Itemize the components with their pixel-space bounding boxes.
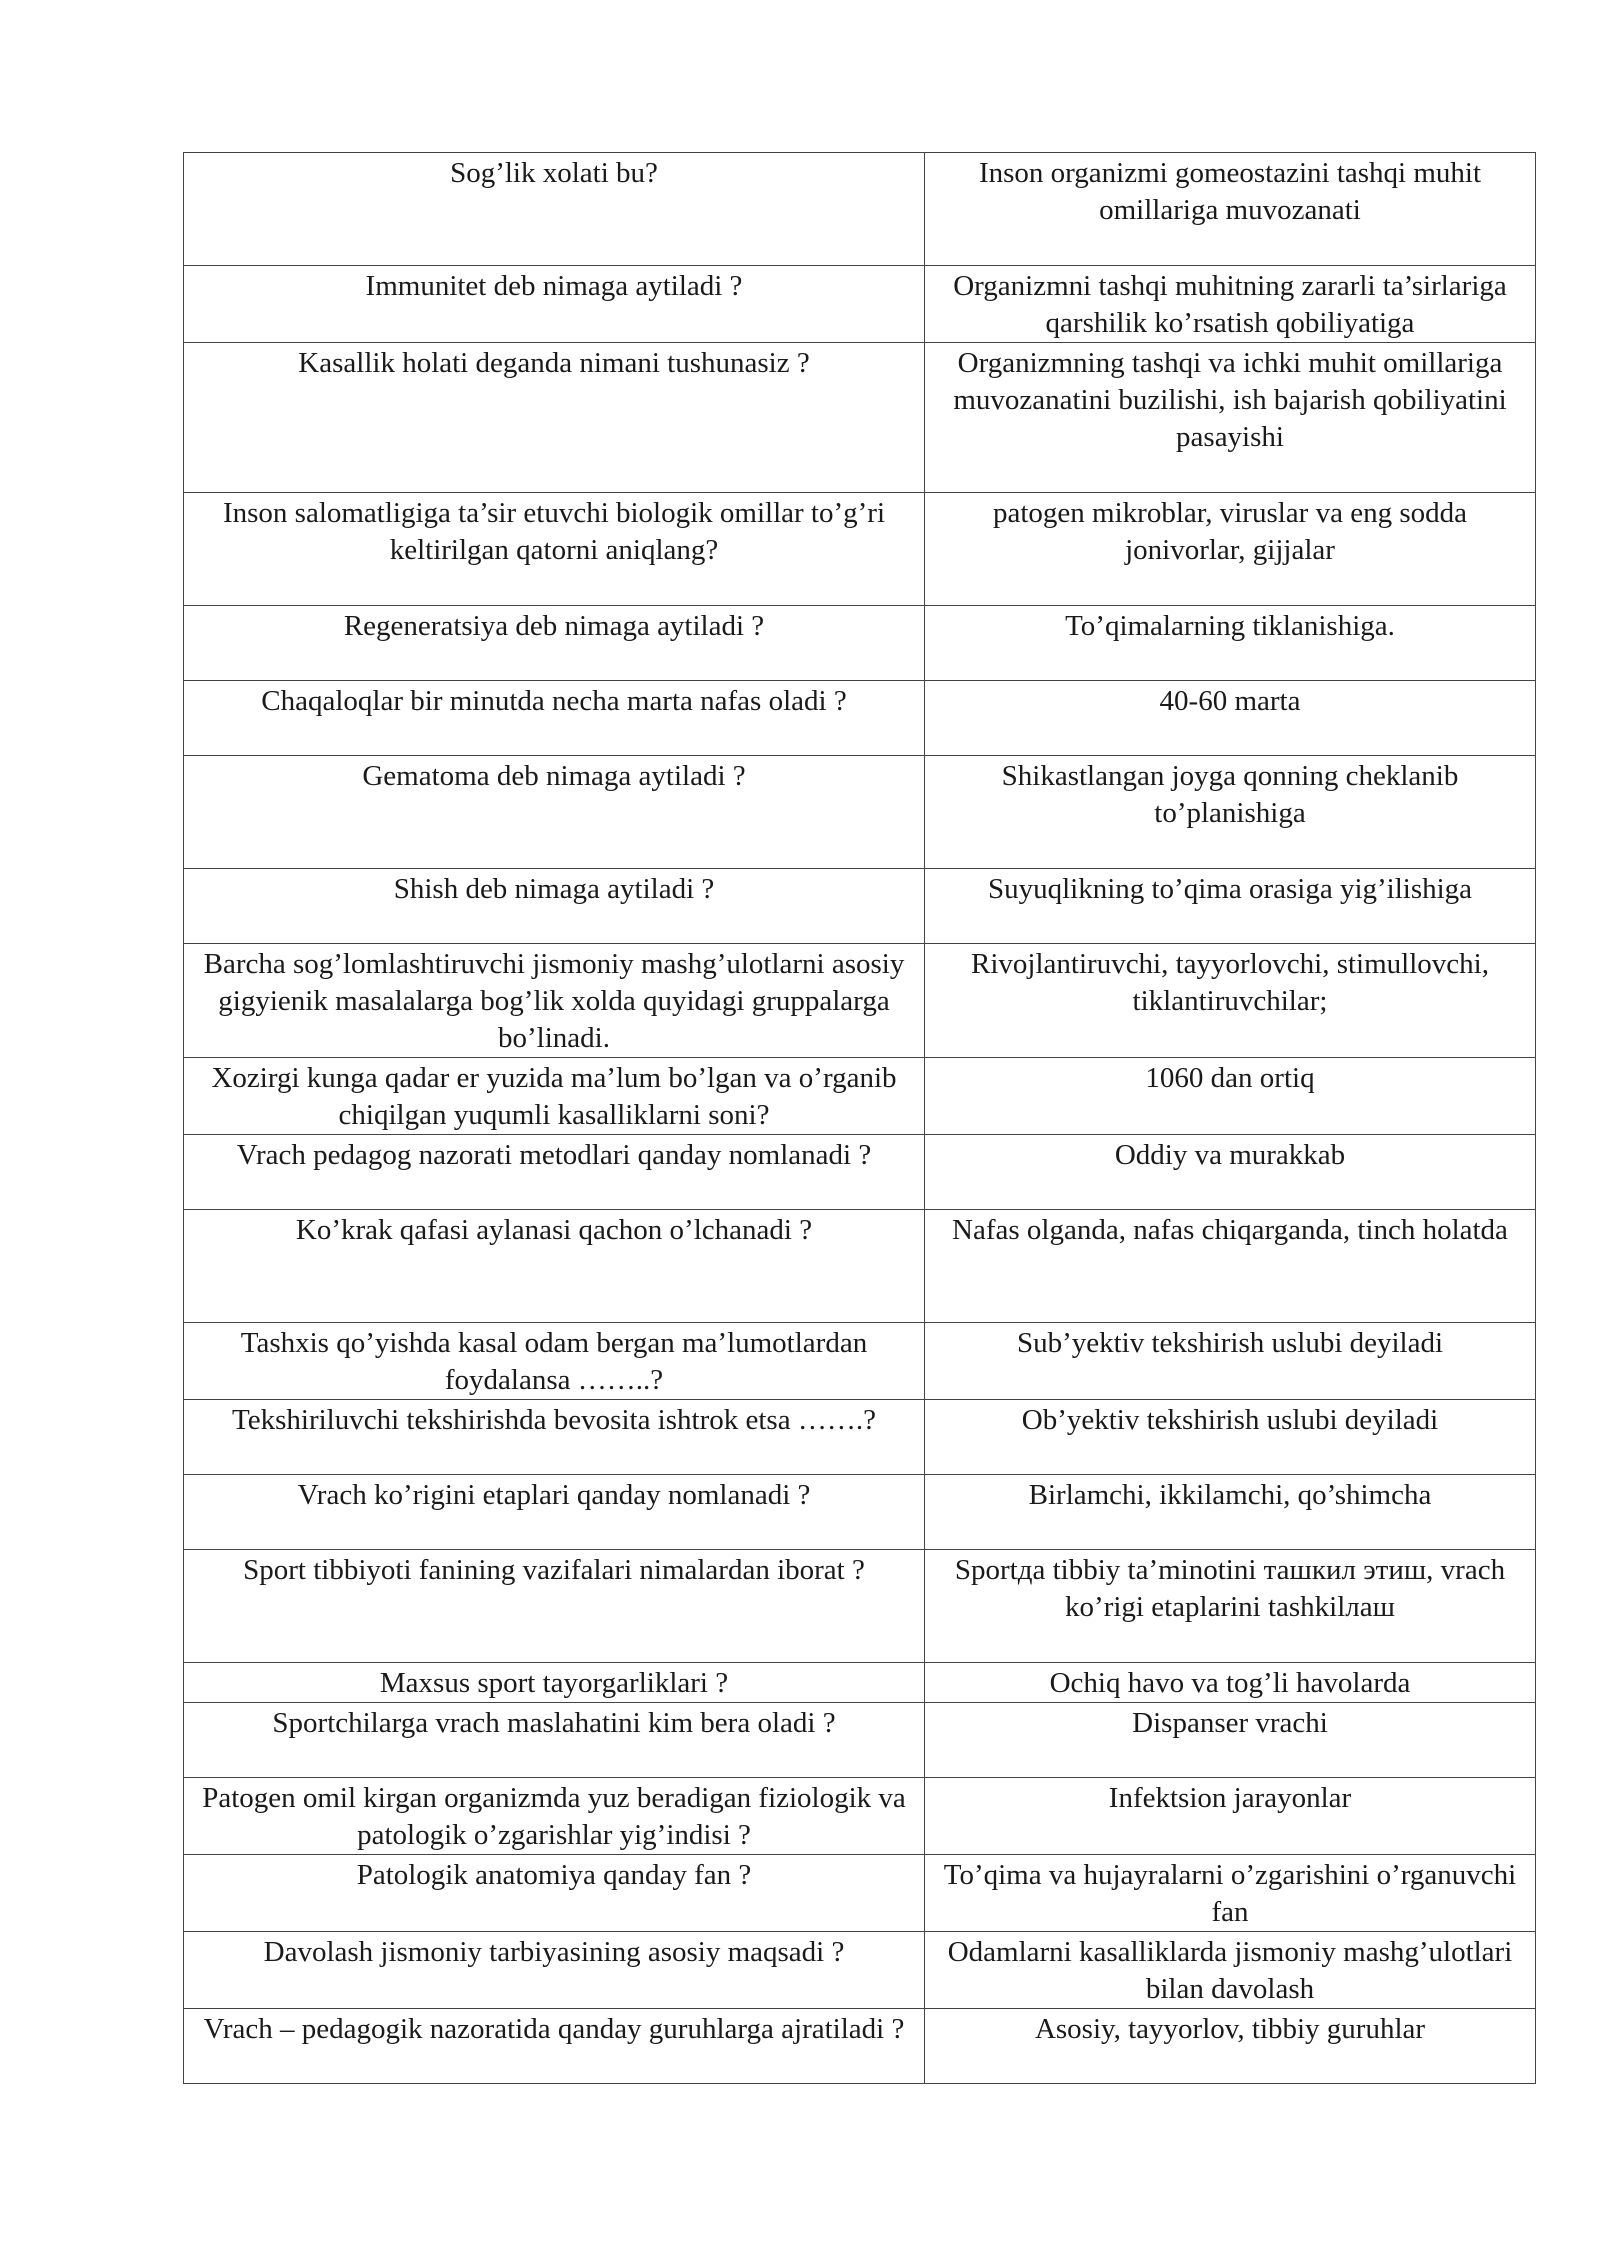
question-cell: Chaqaloqlar bir minutda necha marta nafas oladi ? (184, 681, 925, 756)
question-cell: Vrach – pedagogik nazoratida qanday guruhlarga ajratiladi ? (184, 2009, 925, 2084)
table-row (184, 606, 1536, 681)
answer-cell: 40-60 marta (925, 681, 1536, 756)
answer-cell: To’qima va hujayralarni o’zgarishini o’rganuvchi fan (925, 1855, 1536, 1932)
table-row (184, 1210, 1536, 1323)
table-row (184, 681, 1536, 756)
table-row (184, 153, 1536, 266)
question-cell: Regeneratsiya deb nimaga aytiladi ? (184, 606, 925, 681)
question-cell: Inson salomatligiga ta’sir etuvchi biologik omillar to’g’ri keltirilgan qatorni aniqlang? (184, 493, 925, 606)
answer-cell: Asosiy, tayyorlov, tibbiy guruhlar (925, 2009, 1536, 2084)
table-row (184, 493, 1536, 606)
table-row (184, 944, 1536, 1058)
table-row (184, 1703, 1536, 1778)
answer-cell: Ochiq havo va tog’li havolarda (925, 1663, 1536, 1703)
question-cell: Patologik anatomiya qanday fan ? (184, 1855, 925, 1932)
answer-cell: Birlamchi, ikkilamchi, qo’shimcha (925, 1475, 1536, 1550)
question-cell: Sportchilarga vrach maslahatini kim bera oladi ? (184, 1703, 925, 1778)
answer-cell: Sub’yektiv tekshirish uslubi deyiladi (925, 1323, 1536, 1400)
table-row (184, 1058, 1536, 1135)
table-row (184, 343, 1536, 493)
answer-cell: Dispanser vrachi (925, 1703, 1536, 1778)
question-cell: Tashxis qo’yishda kasal odam bergan ma’lumotlardan foydalansa ……..? (184, 1323, 925, 1400)
question-cell: Shish deb nimaga aytiladi ? (184, 869, 925, 944)
question-cell: Kasallik holati deganda nimani tushunasiz ? (184, 343, 925, 493)
answer-cell: 1060 dan ortiq (925, 1058, 1536, 1135)
question-cell: Vrach ko’rigini etaplari qanday nomlanadi ? (184, 1475, 925, 1550)
question-cell: Sog’lik xolati bu? (184, 153, 925, 266)
question-answer-table (183, 152, 1536, 2084)
answer-cell: Odamlarni kasalliklarda jismoniy mashg’ulotlari bilan davolash (925, 1932, 1536, 2009)
question-cell: Gematoma deb nimaga aytiladi ? (184, 756, 925, 869)
question-cell: Sport tibbiyoti fanining vazifalari nimalardan iborat ? (184, 1550, 925, 1663)
table-row (184, 1400, 1536, 1475)
table-row (184, 2009, 1536, 2084)
answer-cell: Oddiy va murakkab (925, 1135, 1536, 1210)
answer-cell: Inson organizmi gomeostazini tashqi muhit omillariga muvozanati (925, 153, 1536, 266)
question-cell: Davolash jismoniy tarbiyasining asosiy maqsadi ? (184, 1932, 925, 2009)
answer-cell: Infektsion jarayonlar (925, 1778, 1536, 1855)
table-row (184, 1550, 1536, 1663)
table-row (184, 1135, 1536, 1210)
question-cell: Xozirgi kunga qadar er yuzida ma’lum bo’lgan va o’rganib chiqilgan yuqumli kasalliklarni soni? (184, 1058, 925, 1135)
question-cell: Tekshiriluvchi tekshirishda bevosita ishtrok etsa …….? (184, 1400, 925, 1475)
table-row (184, 1778, 1536, 1855)
answer-cell: Shikastlangan joyga qonning cheklanib to’planishiga (925, 756, 1536, 869)
question-cell: Maxsus sport tayorgarliklari ? (184, 1663, 925, 1703)
question-cell: Ko’krak qafasi aylanasi qachon o’lchanadi ? (184, 1210, 925, 1323)
table-row (184, 1475, 1536, 1550)
question-cell: Vrach pedagog nazorati metodlari qanday nomlanadi ? (184, 1135, 925, 1210)
table-row (184, 1932, 1536, 2009)
table-row (184, 1855, 1536, 1932)
answer-cell: Organizmning tashqi va ichki muhit omillariga muvozanatini buzilishi, ish bajarish qobiliyatini pasayishi (925, 343, 1536, 493)
answer-cell: Nafas olganda, nafas chiqarganda, tinch holatda (925, 1210, 1536, 1323)
table-row (184, 1663, 1536, 1703)
answer-cell: Organizmni tashqi muhitning zararli ta’sirlariga qarshilik ko’rsatish qobiliyatiga (925, 266, 1536, 343)
question-cell: Barcha sog’lomlashtiruvchi jismoniy mashg’ulotlarni asosiy gigyienik masalalarga bog’lik xolda quyidagi gruppalarga bo’linadi. (184, 944, 925, 1058)
table-row (184, 756, 1536, 869)
question-cell: Immunitet deb nimaga aytiladi ? (184, 266, 925, 343)
answer-cell: Sportда tibbiy ta’minotini ташкил этиш, vrach ko’rigi etaplarini tashkilлаш (925, 1550, 1536, 1663)
answer-cell: Ob’yektiv tekshirish uslubi deyiladi (925, 1400, 1536, 1475)
answer-cell: patogen mikroblar, viruslar va eng sodda jonivorlar, gijjalar (925, 493, 1536, 606)
answer-cell: Rivojlantiruvchi, tayyorlovchi, stimullovchi, tiklantiruvchilar; (925, 944, 1536, 1058)
question-cell: Patogen omil kirgan organizmda yuz beradigan fiziologik va patologik o’zgarishlar yig’indisi ? (184, 1778, 925, 1855)
table-row (184, 266, 1536, 343)
table-row (184, 869, 1536, 944)
answer-cell: Suyuqlikning to’qima orasiga yig’ilishiga (925, 869, 1536, 944)
table-row (184, 1323, 1536, 1400)
answer-cell: To’qimalarning tiklanishiga. (925, 606, 1536, 681)
